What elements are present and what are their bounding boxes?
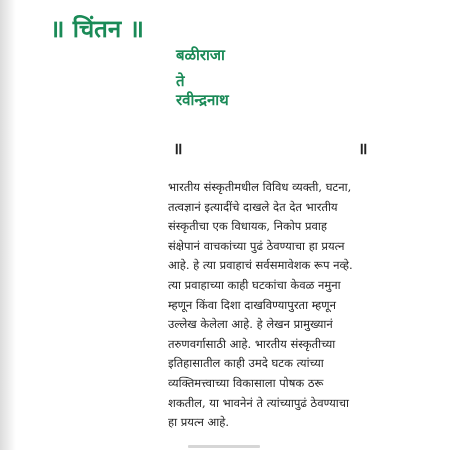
body-line: भारतीय संस्कृतीमधील विविध व्यक्ती, घटना, (168, 180, 352, 194)
body-line: उल्लेख केलेला आहे. हे लेखन प्रामुख्यानं (168, 317, 333, 332)
subtitle-line-2: ते (176, 72, 185, 90)
body-line: संक्षेपानं वाचकांच्या पुढं ठेवण्याचा हा प्रयत्न (168, 238, 345, 253)
separator-right: ॥ (358, 139, 368, 158)
body-line: संस्कृतीचा एक विधायक, निकोप प्रवाह (168, 219, 328, 234)
separator-left: ॥ (173, 139, 183, 158)
body-line: त्या प्रवाहाच्या काही घटकांचा केवळ नमुना (168, 277, 341, 292)
body-line: शकतील, या भावनेनं ते त्यांच्यापुढं ठेवण्याचा (168, 395, 349, 410)
body-line: आहे. हे त्या प्रवाहाचं सर्वसमावेशक रूप नव्हे. (168, 258, 353, 273)
body-paragraph (168, 178, 384, 433)
body-line: इतिहासातील काही उमदे घटक त्यांच्या (168, 356, 324, 371)
body-line: म्हणून किंवा दिशा दाखविण्यापुरता म्हणून (168, 297, 336, 312)
body-line: तत्वज्ञानं इत्यादींचे दाखले देत देत भारतीय (168, 199, 338, 214)
body-line: व्यक्तिमत्त्वाच्या विकासाला पोषक ठरू (168, 375, 324, 390)
body-line: तरुणवर्गासाठी आहे. भारतीय संस्कृतीच्या (168, 336, 336, 351)
subtitle-line-3: रवीन्द्रनाथ (176, 91, 229, 109)
page-heading: ॥ चिंतन ॥ (50, 14, 144, 43)
footer-smudge (188, 445, 260, 448)
body-line: हा प्रयत्न आहे. (168, 415, 230, 430)
subtitle-line-1: बळीराजा (176, 46, 225, 64)
page-binding-shadow (0, 0, 16, 450)
